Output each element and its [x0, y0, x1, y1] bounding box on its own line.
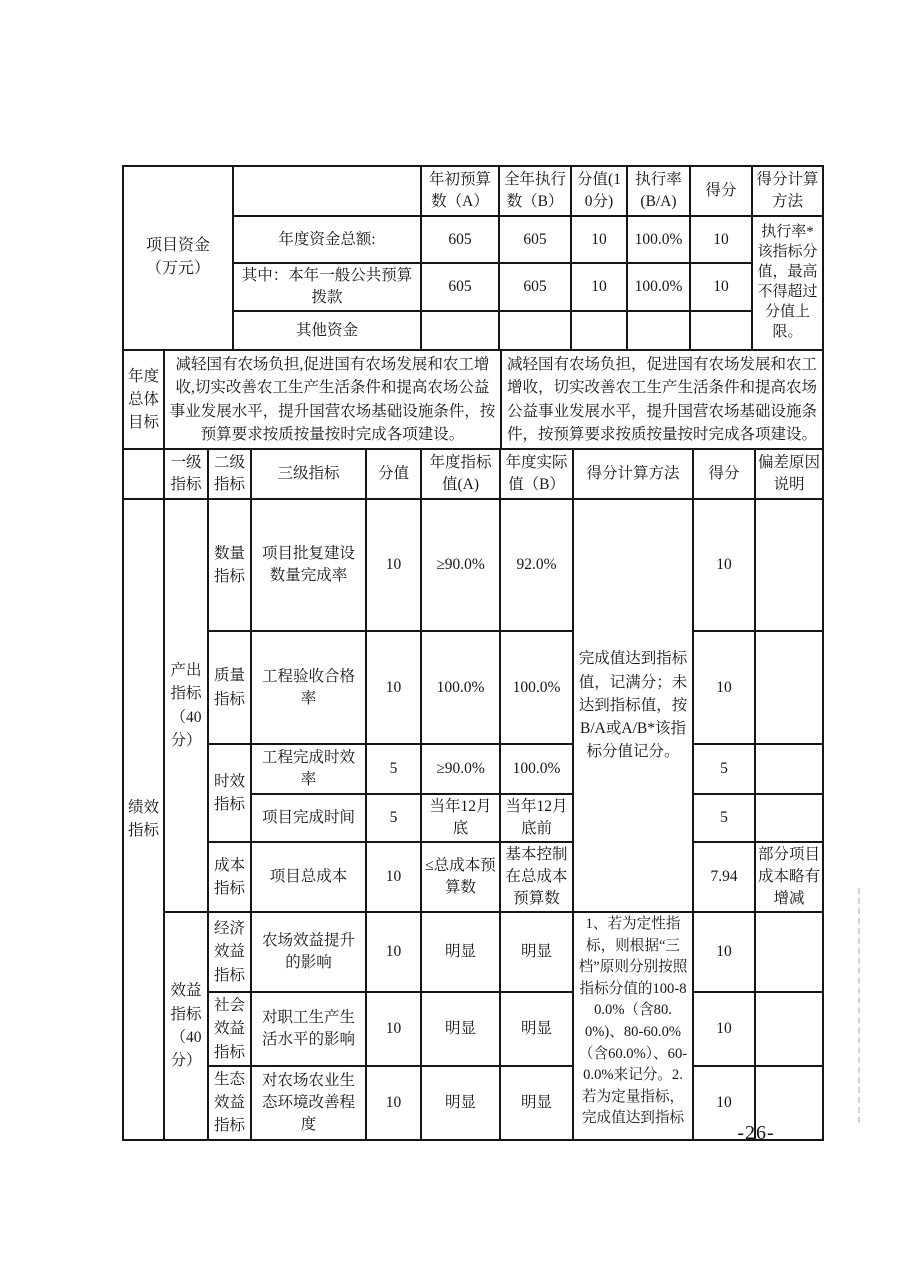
cell-deviation: 部分项目成本略有增减 [755, 842, 823, 912]
cell-score: 10 [693, 1066, 755, 1140]
project-funding-table [122, 165, 824, 351]
cell-target: 当年12月底 [421, 794, 500, 842]
annual-goal-label: 年度总体目标 [123, 350, 164, 449]
cell-actual: 基本控制在总成本预算数 [500, 842, 573, 912]
indicator-header-blank [123, 449, 164, 499]
evaluation-table [122, 165, 822, 1141]
funding-cell-exec [499, 311, 571, 350]
funding-cell-rate [627, 311, 690, 350]
funding-cell-initial [421, 311, 499, 350]
indicator-header-score: 得分 [693, 449, 755, 499]
level3-label: 农场效益提升的影响 [251, 912, 366, 992]
indicator-header-level3: 三级指标 [251, 449, 366, 499]
indicator-header-deviation: 偏差原因说明 [755, 449, 823, 499]
funding-cell-score [690, 311, 752, 350]
funding-header-score-value: 分值(10分) [571, 166, 627, 216]
level2-label: 数量指标 [208, 499, 251, 631]
cell-actual: 100.0% [500, 744, 573, 794]
cell-score: 5 [693, 794, 755, 842]
table-row [123, 1066, 823, 1140]
funding-section-label: 项目资金（万元） [123, 166, 233, 350]
cell-score: 10 [693, 499, 755, 631]
level2-label: 质量指标 [208, 631, 251, 744]
level2-label: 社会效益指标 [208, 992, 251, 1066]
funding-cell-initial: 605 [421, 216, 499, 263]
level2-label: 成本指标 [208, 842, 251, 912]
table-row [123, 842, 823, 912]
cell-target: ≥90.0% [421, 744, 500, 794]
method-benefit-text: 1、若为定性指标，则根据“三档”原则分别按照指标分值的100-80.0%（含80.0%)、80-60.0%（含60.0%）、60-0.0%来记分。2.若为定量指标，完成值达到指标 [573, 912, 693, 1140]
funding-header-blank [233, 166, 421, 216]
cell-deviation [755, 744, 823, 794]
table-row [123, 350, 823, 449]
funding-header-method: 得分计算方法 [752, 166, 823, 216]
cell-value: 10 [366, 1066, 421, 1140]
cell-deviation [755, 499, 823, 631]
table-row [123, 912, 823, 992]
funding-header-annual-exec: 全年执行数（B） [499, 166, 571, 216]
level2-label: 经济效益指标 [208, 912, 251, 992]
cell-value: 5 [366, 794, 421, 842]
cell-target: 明显 [421, 1066, 500, 1140]
cell-deviation [755, 631, 823, 744]
funding-method-text: 执行率*该指标分值，最高不得超过分值上限。 [752, 216, 823, 350]
funding-cell-rate: 100.0% [627, 216, 690, 263]
cell-score: 5 [693, 744, 755, 794]
cell-deviation [755, 912, 823, 992]
level3-label: 项目完成时间 [251, 794, 366, 842]
level2-label: 时效指标 [208, 744, 251, 842]
scan-artifact-line [858, 888, 860, 1123]
funding-cell-exec: 605 [499, 263, 571, 311]
cell-score: 10 [693, 912, 755, 992]
cell-actual: 92.0% [500, 499, 573, 631]
cell-actual: 明显 [500, 992, 573, 1066]
cell-deviation [755, 794, 823, 842]
funding-cell-initial: 605 [421, 263, 499, 311]
funding-cell-value: 10 [571, 216, 627, 263]
cell-actual: 当年12月底前 [500, 794, 573, 842]
annual-goal-table [122, 349, 824, 450]
indicator-header-method: 得分计算方法 [573, 449, 693, 499]
cell-value: 10 [366, 499, 421, 631]
cell-target: ≤总成本预算数 [421, 842, 500, 912]
level3-label: 项目总成本 [251, 842, 366, 912]
cell-value: 5 [366, 744, 421, 794]
page-number: -26- [737, 1122, 775, 1144]
cell-value: 10 [366, 842, 421, 912]
cell-score: 10 [693, 631, 755, 744]
cell-value: 10 [366, 992, 421, 1066]
level2-label: 生态效益指标 [208, 1066, 251, 1140]
level3-label: 工程完成时效率 [251, 744, 366, 794]
table-row [123, 166, 823, 216]
indicator-header-actual: 年度实际值（B） [500, 449, 573, 499]
cell-target: ≥90.0% [421, 499, 500, 631]
cell-score: 7.94 [693, 842, 755, 912]
funding-row-label: 年度资金总额: [233, 216, 421, 263]
group-benefit-label: 效益指标（40分） [164, 912, 208, 1140]
table-row [123, 992, 823, 1066]
method-output-text: 完成值达到指标值，记满分；未达到指标值，按B/A或A/B*该指标分值记分。 [573, 499, 693, 912]
funding-row-label: 其他资金 [233, 311, 421, 350]
cell-deviation [755, 992, 823, 1066]
cell-actual: 明显 [500, 912, 573, 992]
level1-performance-label: 绩效指标 [123, 499, 164, 1140]
table-row [123, 449, 823, 499]
funding-cell-exec: 605 [499, 216, 571, 263]
level3-label: 工程验收合格率 [251, 631, 366, 744]
indicator-header-level2: 二级指标 [208, 449, 251, 499]
cell-target: 100.0% [421, 631, 500, 744]
funding-header-score: 得分 [690, 166, 752, 216]
indicator-header-value: 分值 [366, 449, 421, 499]
funding-row-label: 其中：本年一般公共预算拨款 [233, 263, 421, 311]
table-row [123, 744, 823, 794]
level3-label: 对职工生产生活水平的影响 [251, 992, 366, 1066]
funding-header-initial-budget: 年初预算数（A） [421, 166, 499, 216]
table-row [123, 631, 823, 744]
cell-value: 10 [366, 912, 421, 992]
funding-header-exec-rate: 执行率(B/A) [627, 166, 690, 216]
annual-goal-text-left: 减轻国有农场负担,促进国有农场发展和农工增收,切实改善农工生产生活条件和提高农场公益事业发展水平，提升国营农场基础设施条件，按预算要求按质按量按时完成各项建设。 [164, 350, 501, 449]
cell-actual: 100.0% [500, 631, 573, 744]
cell-score: 10 [693, 992, 755, 1066]
cell-target: 明显 [421, 992, 500, 1066]
funding-cell-score: 10 [690, 263, 752, 311]
cell-actual: 明显 [500, 1066, 573, 1140]
table-row [123, 499, 823, 631]
funding-cell-score: 10 [690, 216, 752, 263]
funding-cell-value: 10 [571, 263, 627, 311]
cell-value: 10 [366, 631, 421, 744]
cell-target: 明显 [421, 912, 500, 992]
annual-goal-text-right: 减轻国有农场负担，促进国有农场发展和农工增收，切实改善农工生产生活条件和提高农场公益事业发展水平，提升国营农场基础设施条件，按预算要求按质按量按时完成各项建设。 [501, 350, 823, 449]
indicator-header-level1: 一级指标 [164, 449, 208, 499]
funding-cell-rate: 100.0% [627, 263, 690, 311]
level3-label: 项目批复建设数量完成率 [251, 499, 366, 631]
funding-cell-value [571, 311, 627, 350]
level3-label: 对农场农业生态环境改善程度 [251, 1066, 366, 1140]
performance-indicator-table [122, 448, 824, 1141]
indicator-header-target: 年度指标值(A) [421, 449, 500, 499]
group-output-label: 产出指标（40分） [164, 499, 208, 912]
